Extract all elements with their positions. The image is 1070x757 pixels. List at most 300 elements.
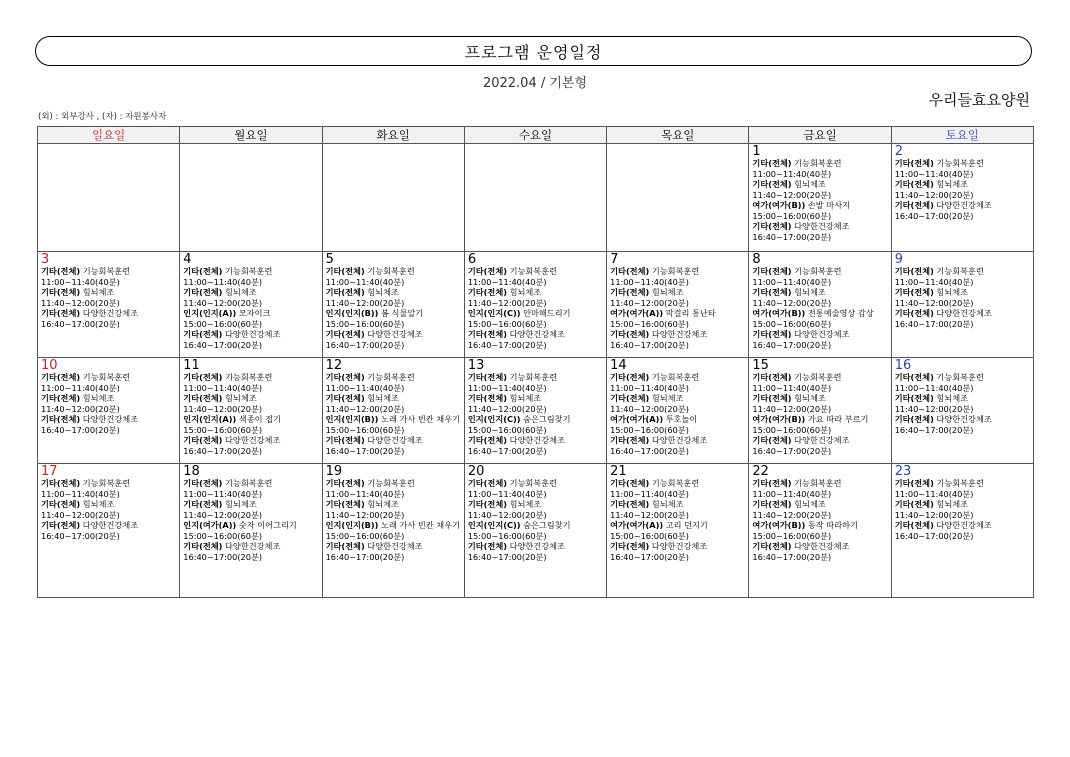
day-number: 20: [467, 464, 485, 479]
program-name: 투호놀이: [665, 414, 698, 424]
program-name: 힘뇌체조: [509, 287, 542, 297]
program-name: 다양한건강체조: [82, 414, 139, 424]
program-time: 16:40~17:00(20분): [41, 424, 120, 435]
program-name: 기능회복훈련: [509, 478, 558, 488]
program-entry: [183, 329, 319, 350]
program-category: 기타(전체): [467, 478, 507, 488]
program-time: 16:40~17:00(20분): [894, 210, 974, 221]
program-time: 16:40~17:00(20분): [752, 339, 832, 350]
program-entry: [895, 414, 1031, 435]
program-entry: [468, 393, 604, 414]
program-category: 기타(전체): [467, 287, 507, 297]
program-time: 16:40~17:00(20분): [325, 339, 405, 350]
program-time: 11:40~12:00(20분): [41, 403, 120, 414]
program-category: 기타(전체): [610, 435, 650, 445]
program-time: 15:00~16:00(60분): [752, 530, 832, 541]
program-entry: [752, 435, 888, 456]
program-entry: [468, 308, 604, 329]
day-cell: [322, 358, 464, 464]
program-category: 기타(전체): [752, 221, 792, 231]
program-name: 힘뇌체조: [651, 287, 684, 297]
program-entry: [41, 520, 177, 541]
program-name: 다양한건강체조: [225, 541, 281, 551]
program-name: 힘뇌체조: [651, 499, 684, 509]
program-time: 11:00~11:40(40분): [894, 168, 974, 179]
program-name: 숫자 이어그리기: [238, 520, 297, 530]
day-cell: [322, 252, 464, 358]
program-name: 다양한건강체조: [651, 435, 708, 445]
day-number: 18: [183, 464, 200, 479]
program-name: 안마해드리기: [523, 308, 571, 318]
program-time: 15:00~16:00(60분): [752, 318, 832, 329]
program-time: 11:00~11:40(40분): [752, 488, 832, 499]
day-number: 19: [325, 464, 343, 479]
program-name: 힘뇌체조: [936, 179, 969, 189]
program-category: 기타(전체): [183, 393, 223, 403]
weekday-friday: 금요일: [749, 127, 891, 144]
program-entry: [183, 372, 319, 393]
program-time: 11:40~12:00(20분): [752, 189, 832, 200]
program-name: 힘뇌체조: [794, 393, 826, 403]
title-box: [35, 36, 1032, 66]
program-entry: [41, 372, 177, 393]
day-cell: [891, 464, 1033, 598]
program-entry: [468, 266, 604, 287]
program-name: 다양한건강체조: [794, 221, 850, 231]
program-time: 16:40~17:00(20분): [610, 339, 689, 350]
day-cell: [749, 144, 891, 252]
program-time: 11:00~11:40(40분): [183, 488, 263, 499]
program-category: 기타(전체): [752, 435, 792, 445]
program-name: 고리 던지기: [665, 520, 708, 530]
program-category: 기타(전체): [41, 393, 81, 403]
program-time: 16:40~17:00(20분): [325, 445, 405, 456]
day-number: 2: [894, 144, 903, 159]
program-time: 11:00~11:40(40분): [467, 276, 547, 287]
program-name: 숨은그림찾기: [523, 520, 571, 530]
program-name: 다양한건강체조: [794, 541, 850, 551]
program-category: 기타(전체): [894, 287, 934, 297]
program-entry: [895, 158, 1031, 179]
program-category: 인지(인지(C)): [467, 308, 521, 318]
program-category: 기타(전체): [183, 287, 223, 297]
program-category: 기타(전체): [752, 329, 792, 339]
week-row: [38, 358, 1034, 464]
program-time: 16:40~17:00(20분): [467, 445, 547, 456]
program-entry: [610, 541, 746, 562]
program-time: 11:00~11:40(40분): [41, 276, 120, 287]
program-entry: [895, 200, 1031, 221]
program-time: 11:00~11:40(40분): [752, 276, 832, 287]
program-time: 15:00~16:00(60분): [183, 424, 263, 435]
program-category: 기타(전체): [467, 329, 507, 339]
program-entry: [752, 200, 888, 221]
weekday-saturday: 토요일: [891, 127, 1033, 144]
program-time: 11:40~12:00(20분): [610, 403, 689, 414]
program-time: 15:00~16:00(60분): [325, 318, 405, 329]
program-entry: [183, 435, 319, 456]
program-category: 인지(인지(B)): [325, 520, 379, 530]
program-time: 15:00~16:00(60분): [183, 318, 263, 329]
day-cell: [322, 464, 464, 598]
program-name: 기능회복훈련: [651, 372, 700, 382]
program-name: 힘뇌체조: [794, 287, 826, 297]
program-category: 기타(전체): [183, 435, 223, 445]
program-time: 15:00~16:00(60분): [610, 530, 689, 541]
program-category: 기타(전체): [183, 266, 223, 276]
program-entry: [468, 414, 604, 435]
program-entry: [895, 179, 1031, 200]
program-entry: [326, 414, 462, 435]
program-entry: [183, 478, 319, 499]
program-entry: [326, 308, 462, 329]
program-name: 다양한건강체조: [225, 329, 281, 339]
program-name: 기능회복훈련: [794, 372, 842, 382]
day-number: 8: [752, 252, 761, 267]
program-name: 숨은그림찾기: [523, 414, 571, 424]
program-name: 기능회복훈련: [367, 478, 415, 488]
program-category: 기타(전체): [325, 287, 365, 297]
program-entry: [468, 520, 604, 541]
weekday-wednesday: 수요일: [464, 127, 606, 144]
program-category: 기타(전체): [325, 372, 365, 382]
day-cell: [749, 252, 891, 358]
program-time: 15:00~16:00(60분): [610, 318, 689, 329]
program-name: 기능회복훈련: [225, 372, 273, 382]
program-entry: [895, 478, 1031, 499]
program-category: 기타(전체): [41, 266, 81, 276]
day-number: 23: [894, 464, 912, 479]
program-entry: [468, 329, 604, 350]
weekday-sunday: 일요일: [38, 127, 180, 144]
program-name: 힘뇌체조: [82, 393, 115, 403]
program-name: 다양한건강체조: [225, 435, 281, 445]
program-entry: [468, 499, 604, 520]
program-time: 15:00~16:00(60분): [183, 530, 263, 541]
day-cell: [180, 358, 322, 464]
program-name: 힘뇌체조: [794, 179, 826, 189]
weekday-tuesday: 화요일: [322, 127, 464, 144]
program-time: 16:40~17:00(20분): [894, 530, 974, 541]
calendar-body: [38, 144, 1034, 598]
day-cell: [38, 144, 180, 252]
weekday-header-row: [38, 127, 1034, 144]
program-name: 기능회복훈련: [82, 372, 131, 382]
program-time: 11:40~12:00(20분): [467, 403, 547, 414]
program-time: 15:00~16:00(60분): [467, 424, 547, 435]
day-cell: [607, 358, 749, 464]
program-name: 힘뇌체조: [936, 499, 969, 509]
program-name: 막걸리 통난타: [665, 308, 716, 318]
calendar-table: [37, 126, 1034, 598]
program-time: 16:40~17:00(20분): [894, 318, 974, 329]
legend-note: (외) : 외부강사 , (자) : 자원봉사자: [38, 112, 167, 122]
program-category: 기타(전체): [183, 499, 223, 509]
program-time: 11:00~11:40(40분): [894, 488, 974, 499]
program-entry: [468, 372, 604, 393]
program-category: 기타(전체): [41, 478, 81, 488]
program-time: 11:00~11:40(40분): [41, 488, 120, 499]
program-name: 다양한건강체조: [367, 435, 423, 445]
program-name: 기능회복훈련: [367, 266, 415, 276]
program-name: 다양한건강체조: [936, 414, 992, 424]
program-entry: [752, 308, 888, 329]
program-entry: [183, 287, 319, 308]
program-time: 11:40~12:00(20분): [752, 297, 832, 308]
program-entry: [41, 393, 177, 414]
program-entry: [752, 541, 888, 562]
program-time: 11:00~11:40(40분): [325, 276, 405, 287]
program-entry: [610, 414, 746, 435]
day-number: 15: [752, 358, 769, 373]
program-category: 기타(전체): [894, 308, 934, 318]
week-row: [38, 464, 1034, 598]
program-time: 11:00~11:40(40분): [41, 382, 120, 393]
day-number: 4: [183, 252, 192, 267]
program-category: 기타(전체): [467, 372, 507, 382]
program-category: 기타(전체): [894, 499, 934, 509]
program-time: 15:00~16:00(60분): [325, 424, 405, 435]
program-name: 노래 가사 빈칸 채우기: [381, 520, 461, 530]
program-name: 힘뇌체조: [225, 287, 257, 297]
day-cell: [38, 464, 180, 598]
program-entry: [610, 478, 746, 499]
program-entry: [183, 393, 319, 414]
program-category: 인지(인지(A)): [183, 308, 237, 318]
program-category: 기타(전체): [183, 541, 223, 551]
program-category: 기타(전체): [894, 414, 934, 424]
program-name: 힘뇌체조: [82, 499, 115, 509]
program-category: 기타(전체): [41, 308, 81, 318]
day-number: 16: [894, 358, 912, 373]
program-category: 기타(전체): [610, 541, 650, 551]
program-entry: [326, 541, 462, 562]
program-name: 기능회복훈련: [367, 372, 415, 382]
day-number: 11: [183, 358, 200, 373]
program-entry: [326, 520, 462, 541]
program-category: 기타(전체): [41, 520, 81, 530]
program-name: 다양한건강체조: [651, 329, 708, 339]
program-category: 여가(여가(A)): [610, 520, 664, 530]
program-name: 힘뇌체조: [794, 499, 826, 509]
program-time: 11:40~12:00(20분): [894, 189, 974, 200]
program-category: 기타(전체): [894, 200, 934, 210]
program-time: 11:00~11:40(40분): [183, 276, 263, 287]
program-name: 기능회복훈련: [509, 372, 558, 382]
program-time: 16:40~17:00(20분): [183, 551, 263, 562]
program-category: 기타(전체): [752, 179, 792, 189]
program-entry: [326, 329, 462, 350]
day-number: 6: [467, 252, 477, 267]
program-time: 11:00~11:40(40분): [183, 382, 263, 393]
program-time: 16:40~17:00(20분): [183, 339, 263, 350]
program-time: 16:40~17:00(20분): [183, 445, 263, 456]
program-entry: [41, 478, 177, 499]
program-time: 11:00~11:40(40분): [752, 382, 832, 393]
program-category: 기타(전체): [752, 287, 792, 297]
program-category: 기타(전체): [41, 287, 81, 297]
program-time: 15:00~16:00(60분): [325, 530, 405, 541]
program-entry: [752, 287, 888, 308]
program-category: 기타(전체): [325, 435, 365, 445]
program-category: 여가(여가(B)): [752, 520, 806, 530]
day-cell: [891, 252, 1033, 358]
week-row: [38, 252, 1034, 358]
program-time: 16:40~17:00(20분): [610, 551, 689, 562]
program-category: 여가(여가(B)): [752, 414, 806, 424]
program-name: 힘뇌체조: [936, 287, 969, 297]
program-entry: [752, 266, 888, 287]
program-entry: [326, 372, 462, 393]
day-number: 22: [752, 464, 769, 479]
week-row: [38, 144, 1034, 252]
program-category: 인지(인지(B)): [325, 308, 379, 318]
day-number: 1: [752, 144, 761, 159]
program-time: 16:40~17:00(20분): [752, 551, 832, 562]
program-name: 기능회복훈련: [936, 158, 984, 168]
program-category: 기타(전체): [610, 372, 650, 382]
program-time: 11:40~12:00(20분): [610, 509, 689, 520]
program-entry: [895, 308, 1031, 329]
program-category: 기타(전체): [752, 541, 792, 551]
program-time: 11:00~11:40(40분): [325, 382, 405, 393]
program-entry: [326, 287, 462, 308]
day-number: 17: [41, 464, 58, 479]
program-entry: [610, 266, 746, 287]
program-entry: [468, 435, 604, 456]
program-category: 기타(전체): [41, 499, 81, 509]
program-category: 여가(여가(A)): [610, 308, 664, 318]
program-category: 기타(전체): [183, 372, 223, 382]
program-name: 다양한건강체조: [651, 541, 708, 551]
program-time: 11:40~12:00(20분): [325, 297, 405, 308]
program-name: 봄 식물알기: [381, 308, 424, 318]
program-time: 15:00~16:00(60분): [752, 210, 832, 221]
program-name: 기능회복훈련: [82, 478, 131, 488]
program-name: 기능회복훈련: [651, 266, 700, 276]
program-name: 기능회복훈련: [225, 266, 273, 276]
program-time: 11:00~11:40(40분): [467, 488, 547, 499]
program-category: 기타(전체): [183, 478, 223, 488]
program-entry: [895, 499, 1031, 520]
program-entry: [468, 287, 604, 308]
program-category: 기타(전체): [610, 287, 650, 297]
program-category: 인지(여가(A)): [183, 520, 237, 530]
program-time: 16:40~17:00(20분): [752, 445, 832, 456]
program-entry: [610, 435, 746, 456]
program-time: 16:40~17:00(20분): [752, 231, 832, 242]
program-category: 기타(전체): [325, 478, 365, 488]
program-name: 기능회복훈련: [936, 478, 984, 488]
program-name: 다양한건강체조: [367, 329, 423, 339]
program-time: 15:00~16:00(60분): [467, 318, 547, 329]
program-entry: [895, 372, 1031, 393]
day-cell: [749, 464, 891, 598]
program-name: 힘뇌체조: [82, 287, 115, 297]
program-name: 노래 가사 빈칸 채우기: [381, 414, 461, 424]
program-entry: [468, 541, 604, 562]
program-category: 기타(전체): [610, 266, 650, 276]
program-category: 인지(인지(C)): [467, 414, 521, 424]
program-category: 기타(전체): [894, 266, 934, 276]
program-category: 기타(전체): [467, 435, 507, 445]
program-time: 11:40~12:00(20분): [183, 403, 263, 414]
program-category: 기타(전체): [467, 393, 507, 403]
day-number: 12: [325, 358, 343, 373]
program-time: 11:40~12:00(20분): [894, 403, 974, 414]
program-name: 다양한건강체조: [794, 435, 850, 445]
program-time: 11:40~12:00(20분): [894, 509, 974, 520]
program-entry: [41, 414, 177, 435]
program-entry: [895, 520, 1031, 541]
program-name: 다양한건강체조: [936, 308, 992, 318]
program-time: 15:00~16:00(60분): [610, 424, 689, 435]
program-category: 여가(여가(B)): [752, 308, 806, 318]
program-name: 기능회복훈련: [651, 478, 700, 488]
program-time: 11:00~11:40(40분): [467, 382, 547, 393]
program-category: 기타(전체): [325, 266, 365, 276]
program-name: 다양한건강체조: [509, 435, 565, 445]
program-name: 기능회복훈련: [794, 158, 842, 168]
program-entry: [752, 329, 888, 350]
program-time: 11:40~12:00(20분): [183, 297, 263, 308]
day-cell: [464, 144, 606, 252]
program-category: 기타(전체): [752, 478, 792, 488]
program-category: 기타(전체): [467, 499, 507, 509]
day-number: 21: [610, 464, 627, 479]
program-category: 인지(인지(B)): [325, 414, 379, 424]
program-time: 11:00~11:40(40분): [610, 276, 689, 287]
weekday-thursday: 목요일: [607, 127, 749, 144]
program-category: 기타(전체): [467, 266, 507, 276]
program-entry: [610, 393, 746, 414]
program-category: 기타(전체): [752, 158, 792, 168]
program-entry: [326, 499, 462, 520]
program-name: 다양한건강체조: [82, 520, 139, 530]
program-name: 손발 마사지: [807, 200, 851, 210]
program-entry: [610, 372, 746, 393]
program-category: 기타(전체): [183, 329, 223, 339]
program-name: 힘뇌체조: [651, 393, 684, 403]
program-entry: [326, 266, 462, 287]
program-entry: [752, 499, 888, 520]
program-name: 다양한건강체조: [794, 329, 850, 339]
program-name: 힘뇌체조: [509, 499, 542, 509]
weekday-monday: 월요일: [180, 127, 322, 144]
program-name: 전통예술영상 감상: [807, 308, 874, 318]
program-name: 힘뇌체조: [225, 499, 257, 509]
program-entry: [41, 308, 177, 329]
program-time: 11:40~12:00(20분): [325, 403, 405, 414]
program-time: 11:40~12:00(20분): [610, 297, 689, 308]
program-category: 기타(전체): [325, 541, 365, 551]
day-cell: [607, 144, 749, 252]
program-category: 기타(전체): [894, 478, 934, 488]
program-entry: [610, 308, 746, 329]
program-category: 여가(여가(B)): [752, 200, 806, 210]
program-time: 11:40~12:00(20분): [752, 403, 832, 414]
program-entry: [895, 393, 1031, 414]
day-cell: [464, 358, 606, 464]
program-time: 11:40~12:00(20분): [467, 509, 547, 520]
program-name: 가요 따라 부르기: [807, 414, 869, 424]
program-entry: [326, 393, 462, 414]
program-category: 기타(전체): [894, 520, 934, 530]
organization-name: 우리들효요양원: [928, 91, 1030, 109]
day-cell: [464, 252, 606, 358]
program-category: 기타(전체): [610, 478, 650, 488]
program-entry: [326, 478, 462, 499]
